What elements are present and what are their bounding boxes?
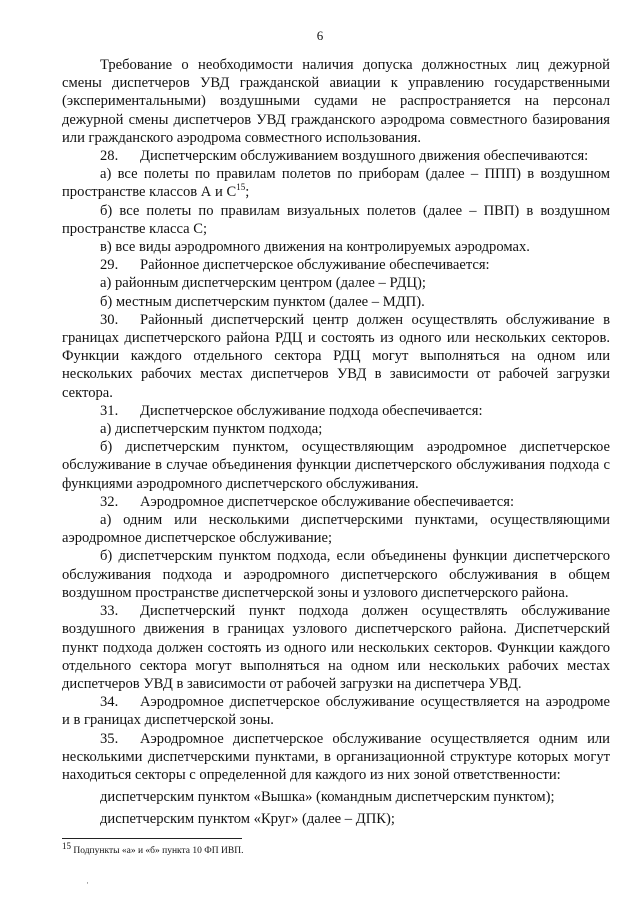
paragraph: б) все полеты по правилам визуальных полетов (далее – ПВП) в воздушном пространстве класса С; [62,202,610,237]
paragraph: диспетчерским пунктом «Круг» (далее – ДПК); [100,811,395,828]
paragraph: б) диспетчерским пунктом, осуществляющим аэродромное диспетчерское обслуживание в случае объединения функции диспетчерского обслуживания подхода с функциями аэродромного диспетчерского обслуживания. [62,439,610,492]
stray-mark: · [86,878,89,888]
paragraph-28: 28. Диспетчерским обслуживанием воздушного движения обеспечиваются: [100,148,589,165]
footnote-ref: 15 [236,182,246,193]
paragraph: в) все виды аэродромного движения на контролируемых аэродромах. [100,239,530,256]
paragraph: а) диспетчерским пунктом подхода; [100,421,323,438]
footnote-mark: 15 [62,841,71,851]
paragraph: а) все полеты по правилам полетов по приборам (далее – ППП) в воздушном пространстве классов А и $С^{15}$; [62,166,610,201]
paragraph: Требование о необходимости наличия допуска должностных лиц дежурной смены диспетчеров УВД гражданской авиации к управлению государственными (экспериментальными) воздушными судами не распространяется на персонал дежурной смены диспетчеров УВД гражданского аэродрома совместного базирования или гражданского аэродрома совместного использования. [62,57,610,146]
paragraph-35: 35. Аэродромное диспетчерское обслуживание осуществляется одним или несколькими диспетчерскими пунктами, в организационной структуре которых могут находиться секторы с определенной для каждого из них зоной ответственности: [62,730,610,783]
paragraph: б) диспетчерским пунктом подхода, если объединены функции диспетчерского обслуживания подхода и аэродромного диспетчерского обслуживания в общем воздушном пространстве диспетчерской зоны и узлового диспетчерского района. [62,548,610,601]
paragraph: а) районным диспетчерским центром (далее – РДЦ); [100,275,426,292]
paragraph-29: 29. Районное диспетчерское обслуживание обеспечивается: [100,257,490,274]
footnote: $^{15}$ Подпункты «а» и «б» пункта 10 ФП ИВП. [62,841,244,857]
paragraph: б) местным диспетчерским пунктом (далее – МДП). [100,293,425,310]
footnote-divider [62,838,242,839]
paragraph-34: 34. Аэродромное диспетчерское обслуживание осуществляется на аэродроме и в границах диспетчерской зоны. [62,694,610,729]
paragraph: а) одним или несколькими диспетчерскими пунктами, осуществляющими аэродромное диспетчерское обслуживание; [62,512,610,547]
body-text [62,56,610,829]
paragraph-31: 31. Диспетчерское обслуживание подхода обеспечивается: [100,402,483,419]
paragraph-32: 32. Аэродромное диспетчерское обслуживание обеспечивается: [100,493,515,510]
page-number: 6 [316,28,324,43]
paragraph-30: 30. Районный диспетчерский центр должен осуществлять обслуживание в границах диспетчерского района РДЦ и состоять из одного или нескольких секторов. Функции каждого отдельного сектора РДЦ могут выполняться на одном или нескольких рабочих местах диспетчеров УВД в зависимости от рабочей загрузки сектора. [62,311,610,401]
paragraph: диспетчерским пунктом «Вышка» (командным диспетчерским пунктом); [100,789,555,806]
paragraph-33: 33. Диспетчерский пункт подхода должен осуществлять обслуживание воздушного движения в границах узлового диспетчерского района. Диспетчерский пункт подхода должен состоять из одного или нескольких секторов. Функции каждого отдельного сектора могут выполняться на одном или нескольких рабочих местах диспетчеров УВД в зависимости от рабочей загрузки на диспетчера УВД. [62,603,610,692]
